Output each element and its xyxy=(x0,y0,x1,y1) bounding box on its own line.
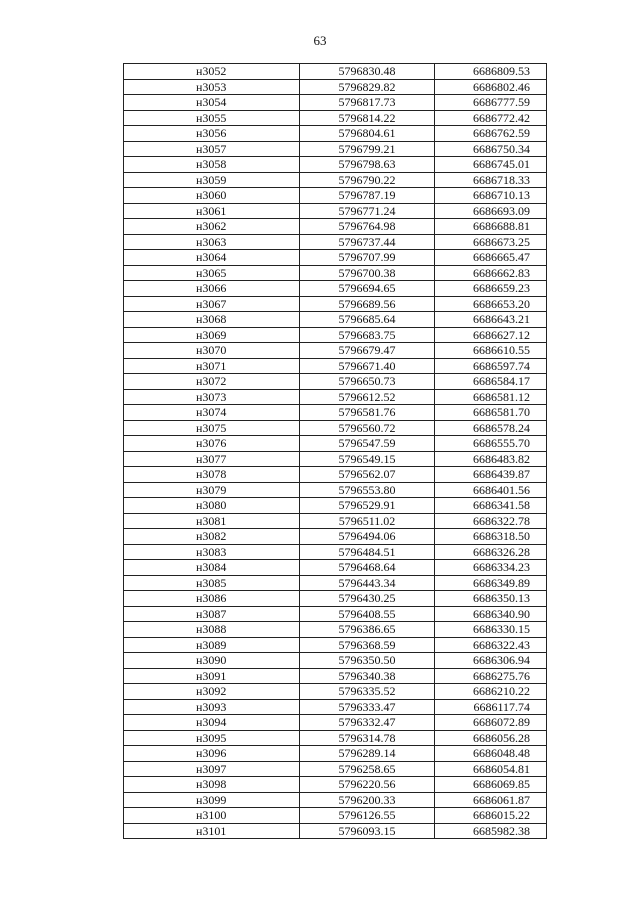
table-row xyxy=(124,281,547,297)
point-id-cell: н3066 xyxy=(124,281,300,297)
x-coordinate-cell: 5796468.64 xyxy=(300,560,435,576)
y-coordinate-cell: 6686555.70 xyxy=(435,436,547,452)
table-row xyxy=(124,730,547,746)
x-coordinate-cell: 5796289.14 xyxy=(300,746,435,762)
y-coordinate-cell: 6686072.89 xyxy=(435,715,547,731)
point-id-cell: н3065 xyxy=(124,265,300,281)
table-row xyxy=(124,560,547,576)
point-id-cell: н3075 xyxy=(124,420,300,436)
table-row xyxy=(124,575,547,591)
table-row xyxy=(124,234,547,250)
x-coordinate-cell: 5796529.91 xyxy=(300,498,435,514)
table-row xyxy=(124,792,547,808)
y-coordinate-cell: 6686334.23 xyxy=(435,560,547,576)
table-row xyxy=(124,761,547,777)
point-id-cell: н3060 xyxy=(124,188,300,204)
x-coordinate-cell: 5796408.55 xyxy=(300,606,435,622)
y-coordinate-cell: 6685982.38 xyxy=(435,823,547,839)
table-row xyxy=(124,265,547,281)
point-id-cell: н3061 xyxy=(124,203,300,219)
point-id-cell: н3086 xyxy=(124,591,300,607)
point-id-cell: н3096 xyxy=(124,746,300,762)
point-id-cell: н3089 xyxy=(124,637,300,653)
y-coordinate-cell: 6686015.22 xyxy=(435,808,547,824)
x-coordinate-cell: 5796694.65 xyxy=(300,281,435,297)
y-coordinate-cell: 6686581.12 xyxy=(435,389,547,405)
point-id-cell: н3057 xyxy=(124,141,300,157)
y-coordinate-cell: 6686069.85 xyxy=(435,777,547,793)
table-row xyxy=(124,250,547,266)
x-coordinate-cell: 5796335.52 xyxy=(300,684,435,700)
x-coordinate-cell: 5796314.78 xyxy=(300,730,435,746)
table-row xyxy=(124,188,547,204)
table-row xyxy=(124,296,547,312)
table-row xyxy=(124,343,547,359)
y-coordinate-cell: 6686341.58 xyxy=(435,498,547,514)
x-coordinate-cell: 5796685.64 xyxy=(300,312,435,328)
table-row xyxy=(124,529,547,545)
point-id-cell: н3055 xyxy=(124,110,300,126)
point-id-cell: н3088 xyxy=(124,622,300,638)
point-id-cell: н3056 xyxy=(124,126,300,142)
table-row xyxy=(124,374,547,390)
y-coordinate-cell: 6686693.09 xyxy=(435,203,547,219)
x-coordinate-cell: 5796737.44 xyxy=(300,234,435,250)
x-coordinate-cell: 5796220.56 xyxy=(300,777,435,793)
x-coordinate-cell: 5796581.76 xyxy=(300,405,435,421)
y-coordinate-cell: 6686117.74 xyxy=(435,699,547,715)
point-id-cell: н3059 xyxy=(124,172,300,188)
y-coordinate-cell: 6686777.59 xyxy=(435,95,547,111)
table-row xyxy=(124,126,547,142)
x-coordinate-cell: 5796560.72 xyxy=(300,420,435,436)
point-id-cell: н3067 xyxy=(124,296,300,312)
table-row xyxy=(124,64,547,80)
x-coordinate-cell: 5796350.50 xyxy=(300,653,435,669)
table-row xyxy=(124,653,547,669)
y-coordinate-cell: 6686054.81 xyxy=(435,761,547,777)
x-coordinate-cell: 5796817.73 xyxy=(300,95,435,111)
x-coordinate-cell: 5796707.99 xyxy=(300,250,435,266)
y-coordinate-cell: 6686673.25 xyxy=(435,234,547,250)
coordinates-table xyxy=(123,63,547,839)
table-row xyxy=(124,358,547,374)
table-row xyxy=(124,715,547,731)
table-row xyxy=(124,746,547,762)
table-row xyxy=(124,157,547,173)
x-coordinate-cell: 5796650.73 xyxy=(300,374,435,390)
table-row xyxy=(124,606,547,622)
point-id-cell: н3071 xyxy=(124,358,300,374)
x-coordinate-cell: 5796804.61 xyxy=(300,126,435,142)
y-coordinate-cell: 6686326.28 xyxy=(435,544,547,560)
table-row xyxy=(124,591,547,607)
table-row xyxy=(124,141,547,157)
point-id-cell: н3076 xyxy=(124,436,300,452)
y-coordinate-cell: 6686659.23 xyxy=(435,281,547,297)
point-id-cell: н3094 xyxy=(124,715,300,731)
y-coordinate-cell: 6686665.47 xyxy=(435,250,547,266)
point-id-cell: н3093 xyxy=(124,699,300,715)
y-coordinate-cell: 6686802.46 xyxy=(435,79,547,95)
point-id-cell: н3100 xyxy=(124,808,300,824)
x-coordinate-cell: 5796484.51 xyxy=(300,544,435,560)
table-row xyxy=(124,436,547,452)
y-coordinate-cell: 6686330.15 xyxy=(435,622,547,638)
x-coordinate-cell: 5796547.59 xyxy=(300,436,435,452)
y-coordinate-cell: 6686340.90 xyxy=(435,606,547,622)
point-id-cell: н3099 xyxy=(124,792,300,808)
x-coordinate-cell: 5796443.34 xyxy=(300,575,435,591)
y-coordinate-cell: 6686056.28 xyxy=(435,730,547,746)
x-coordinate-cell: 5796368.59 xyxy=(300,637,435,653)
table-row xyxy=(124,777,547,793)
table-row xyxy=(124,219,547,235)
point-id-cell: н3084 xyxy=(124,560,300,576)
table-row xyxy=(124,823,547,839)
x-coordinate-cell: 5796549.15 xyxy=(300,451,435,467)
y-coordinate-cell: 6686210.22 xyxy=(435,684,547,700)
x-coordinate-cell: 5796679.47 xyxy=(300,343,435,359)
y-coordinate-cell: 6686750.34 xyxy=(435,141,547,157)
x-coordinate-cell: 5796790.22 xyxy=(300,172,435,188)
y-coordinate-cell: 6686048.48 xyxy=(435,746,547,762)
x-coordinate-cell: 5796430.25 xyxy=(300,591,435,607)
table-row xyxy=(124,420,547,436)
y-coordinate-cell: 6686306.94 xyxy=(435,653,547,669)
x-coordinate-cell: 5796553.80 xyxy=(300,482,435,498)
table-row xyxy=(124,110,547,126)
table-row xyxy=(124,95,547,111)
y-coordinate-cell: 6686578.24 xyxy=(435,420,547,436)
point-id-cell: н3063 xyxy=(124,234,300,250)
y-coordinate-cell: 6686610.55 xyxy=(435,343,547,359)
y-coordinate-cell: 6686350.13 xyxy=(435,591,547,607)
y-coordinate-cell: 6686401.56 xyxy=(435,482,547,498)
point-id-cell: н3052 xyxy=(124,64,300,80)
point-id-cell: н3095 xyxy=(124,730,300,746)
x-coordinate-cell: 5796333.47 xyxy=(300,699,435,715)
x-coordinate-cell: 5796689.56 xyxy=(300,296,435,312)
y-coordinate-cell: 6686349.89 xyxy=(435,575,547,591)
table-row xyxy=(124,312,547,328)
table-row xyxy=(124,467,547,483)
y-coordinate-cell: 6686584.17 xyxy=(435,374,547,390)
point-id-cell: н3082 xyxy=(124,529,300,545)
point-id-cell: н3072 xyxy=(124,374,300,390)
y-coordinate-cell: 6686322.43 xyxy=(435,637,547,653)
point-id-cell: н3098 xyxy=(124,777,300,793)
x-coordinate-cell: 5796787.19 xyxy=(300,188,435,204)
x-coordinate-cell: 5796764.98 xyxy=(300,219,435,235)
table-row xyxy=(124,498,547,514)
point-id-cell: н3064 xyxy=(124,250,300,266)
coordinates-table-body xyxy=(124,64,547,839)
x-coordinate-cell: 5796814.22 xyxy=(300,110,435,126)
x-coordinate-cell: 5796258.65 xyxy=(300,761,435,777)
y-coordinate-cell: 6686718.33 xyxy=(435,172,547,188)
table-row xyxy=(124,327,547,343)
x-coordinate-cell: 5796126.55 xyxy=(300,808,435,824)
point-id-cell: н3054 xyxy=(124,95,300,111)
y-coordinate-cell: 6686275.76 xyxy=(435,668,547,684)
x-coordinate-cell: 5796340.38 xyxy=(300,668,435,684)
point-id-cell: н3092 xyxy=(124,684,300,700)
x-coordinate-cell: 5796771.24 xyxy=(300,203,435,219)
point-id-cell: н3083 xyxy=(124,544,300,560)
table-row xyxy=(124,699,547,715)
y-coordinate-cell: 6686710.13 xyxy=(435,188,547,204)
x-coordinate-cell: 5796562.07 xyxy=(300,467,435,483)
y-coordinate-cell: 6686653.20 xyxy=(435,296,547,312)
point-id-cell: н3062 xyxy=(124,219,300,235)
point-id-cell: н3085 xyxy=(124,575,300,591)
table-row xyxy=(124,544,547,560)
y-coordinate-cell: 6686762.59 xyxy=(435,126,547,142)
y-coordinate-cell: 6686643.21 xyxy=(435,312,547,328)
table-row xyxy=(124,684,547,700)
point-id-cell: н3087 xyxy=(124,606,300,622)
y-coordinate-cell: 6686322.78 xyxy=(435,513,547,529)
y-coordinate-cell: 6686688.81 xyxy=(435,219,547,235)
table-row xyxy=(124,389,547,405)
y-coordinate-cell: 6686809.53 xyxy=(435,64,547,80)
point-id-cell: н3053 xyxy=(124,79,300,95)
point-id-cell: н3097 xyxy=(124,761,300,777)
y-coordinate-cell: 6686061.87 xyxy=(435,792,547,808)
point-id-cell: н3101 xyxy=(124,823,300,839)
x-coordinate-cell: 5796200.33 xyxy=(300,792,435,808)
point-id-cell: н3069 xyxy=(124,327,300,343)
x-coordinate-cell: 5796683.75 xyxy=(300,327,435,343)
point-id-cell: н3077 xyxy=(124,451,300,467)
table-row xyxy=(124,668,547,684)
y-coordinate-cell: 6686318.50 xyxy=(435,529,547,545)
y-coordinate-cell: 6686483.82 xyxy=(435,451,547,467)
table-row xyxy=(124,513,547,529)
x-coordinate-cell: 5796332.47 xyxy=(300,715,435,731)
y-coordinate-cell: 6686772.42 xyxy=(435,110,547,126)
x-coordinate-cell: 5796494.06 xyxy=(300,529,435,545)
x-coordinate-cell: 5796671.40 xyxy=(300,358,435,374)
table-row xyxy=(124,622,547,638)
table-row xyxy=(124,637,547,653)
point-id-cell: н3058 xyxy=(124,157,300,173)
x-coordinate-cell: 5796511.02 xyxy=(300,513,435,529)
y-coordinate-cell: 6686439.87 xyxy=(435,467,547,483)
table-row xyxy=(124,482,547,498)
point-id-cell: н3074 xyxy=(124,405,300,421)
point-id-cell: н3070 xyxy=(124,343,300,359)
x-coordinate-cell: 5796829.82 xyxy=(300,79,435,95)
x-coordinate-cell: 5796830.48 xyxy=(300,64,435,80)
y-coordinate-cell: 6686662.83 xyxy=(435,265,547,281)
table-row xyxy=(124,405,547,421)
point-id-cell: н3073 xyxy=(124,389,300,405)
point-id-cell: н3080 xyxy=(124,498,300,514)
y-coordinate-cell: 6686627.12 xyxy=(435,327,547,343)
x-coordinate-cell: 5796700.38 xyxy=(300,265,435,281)
y-coordinate-cell: 6686597.74 xyxy=(435,358,547,374)
x-coordinate-cell: 5796798.63 xyxy=(300,157,435,173)
point-id-cell: н3090 xyxy=(124,653,300,669)
y-coordinate-cell: 6686581.70 xyxy=(435,405,547,421)
table-row xyxy=(124,203,547,219)
table-row xyxy=(124,172,547,188)
point-id-cell: н3081 xyxy=(124,513,300,529)
x-coordinate-cell: 5796093.15 xyxy=(300,823,435,839)
point-id-cell: н3091 xyxy=(124,668,300,684)
x-coordinate-cell: 5796386.65 xyxy=(300,622,435,638)
table-row xyxy=(124,451,547,467)
y-coordinate-cell: 6686745.01 xyxy=(435,157,547,173)
page-number: 63 xyxy=(313,33,327,48)
point-id-cell: н3068 xyxy=(124,312,300,328)
point-id-cell: н3079 xyxy=(124,482,300,498)
x-coordinate-cell: 5796612.52 xyxy=(300,389,435,405)
point-id-cell: н3078 xyxy=(124,467,300,483)
x-coordinate-cell: 5796799.21 xyxy=(300,141,435,157)
table-row xyxy=(124,808,547,824)
table-row xyxy=(124,79,547,95)
